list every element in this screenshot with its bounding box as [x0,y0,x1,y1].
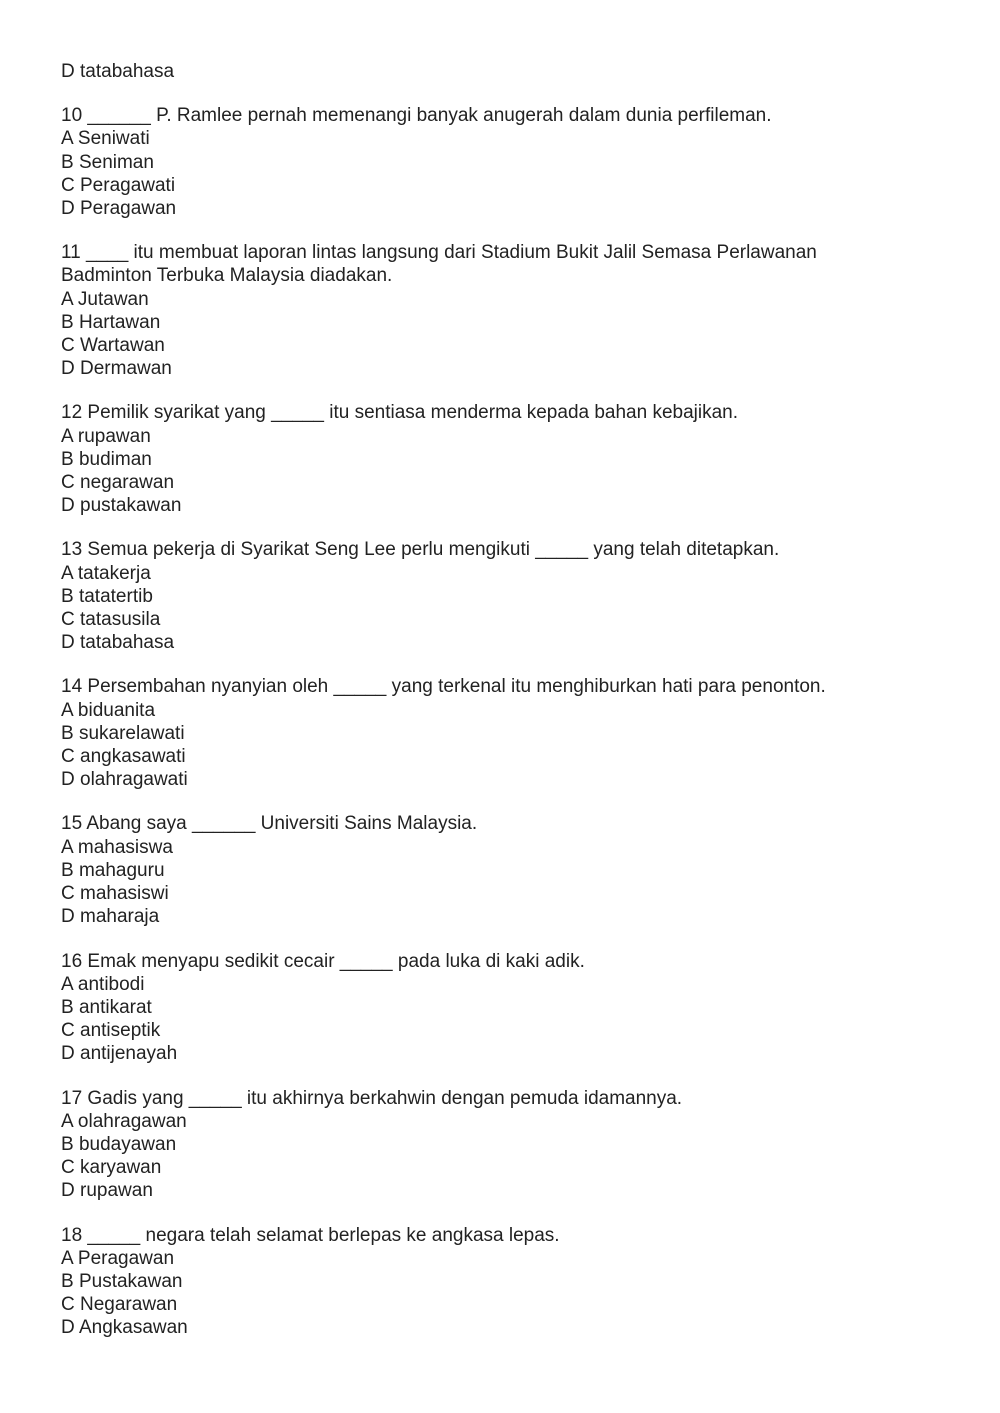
option-a: A Peragawan [61,1247,175,1269]
question-15 [61,812,941,928]
option-b: B Hartawan [61,311,161,333]
question-text-line1: 11 ____ itu membuat laporan lintas langsung dari Stadium Bukit Jalil Semasa Perlawanan [61,242,817,264]
option-c: C tatasusila [61,609,161,631]
option-a: A mahasiswa [61,836,173,858]
option-c: C mahasiswi [61,883,169,905]
option-a: A rupawan [61,425,151,447]
question-14 [61,675,941,791]
question-text: 15 Abang saya ______ Universiti Sains Malaysia. [61,813,478,835]
question-text: 17 Gadis yang _____ itu akhirnya berkahwin dengan pemuda idamannya. [61,1087,683,1109]
option-d: D Dermawan [61,358,172,380]
option-a: A olahragawan [61,1110,187,1132]
option-c: C negarawan [61,472,175,494]
option-d: D antijenayah [61,1043,178,1065]
option-d: D maharaja [61,906,160,928]
option-b: B budiman [61,448,152,470]
option-b: B tatatertib [61,585,153,607]
option-b: B mahaguru [61,859,165,881]
option-a: A tatakerja [61,562,151,584]
question-13 [61,538,941,654]
option-a: A antibodi [61,973,145,995]
option-b: B antikarat [61,996,152,1018]
option-a: A biduanita [61,699,156,721]
option-d: D olahragawati [61,769,188,791]
option-d: D pustakawan [61,495,182,517]
question-text: 18 _____ negara telah selamat berlepas ke angkasa lepas. [61,1224,560,1246]
question-12 [61,401,941,517]
worksheet-page [61,60,941,1340]
option-c: C antiseptik [61,1020,161,1042]
option-b: B sukarelawati [61,722,185,744]
option-d: D tatabahasa [61,632,175,654]
option-b: B budayawan [61,1133,177,1155]
leading-option: D tatabahasa [61,61,175,82]
question-text-line2: Badminton Terbuka Malaysia diadakan. [61,265,393,287]
option-a: A Jutawan [61,288,149,310]
option-b: B Seniman [61,151,154,173]
question-11 [61,241,941,380]
option-d: D Angkasawan [61,1317,188,1339]
question-18 [61,1224,941,1340]
question-text: 10 ______ P. Ramlee pernah memenangi banyak anugerah dalam dunia perfileman. [61,105,772,127]
option-b: B Pustakawan [61,1270,183,1292]
question-text: 14 Persembahan nyanyian oleh _____ yang terkenal itu menghiburkan hati para penonton. [61,676,826,698]
question-text: 12 Pemilik syarikat yang _____ itu sentiasa menderma kepada bahan kebajikan. [61,402,739,424]
question-16 [61,950,941,1066]
option-c: C angkasawati [61,746,186,768]
option-c: C Wartawan [61,335,165,357]
option-c: C Negarawan [61,1294,178,1316]
option-d: D rupawan [61,1180,153,1202]
option-c: C karyawan [61,1157,162,1179]
question-text: 16 Emak menyapu sedikit cecair _____ pada luka di kaki adik. [61,950,585,972]
option-d: D Peragawan [61,198,177,220]
question-17 [61,1087,941,1203]
question-10 [61,104,941,220]
option-a: A Seniwati [61,128,150,150]
option-c: C Peragawati [61,174,176,196]
question-text: 13 Semua pekerja di Syarikat Seng Lee perlu mengikuti _____ yang telah ditetapkan. [61,539,780,561]
